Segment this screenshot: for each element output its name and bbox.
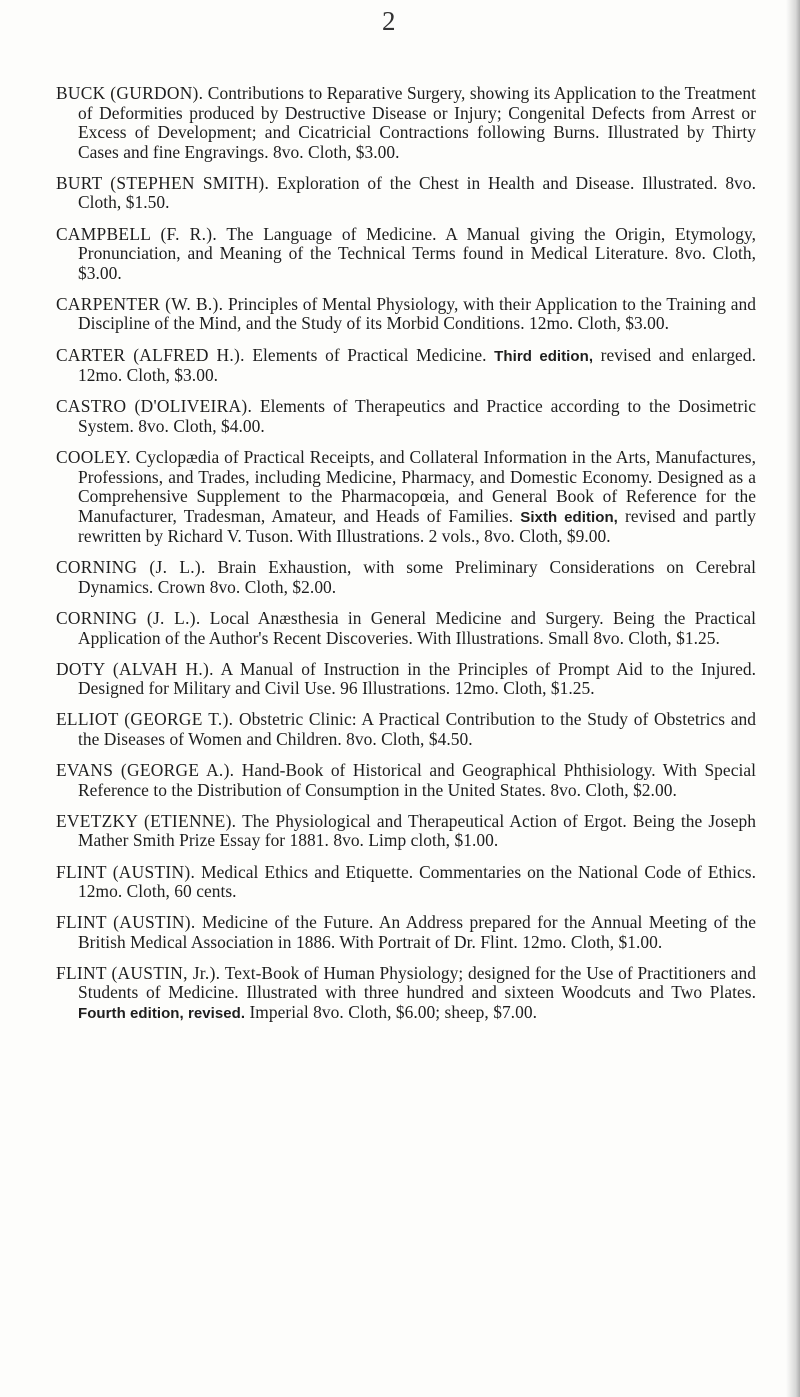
page-edge-shadow [786,0,800,1397]
catalog-entry [56,761,756,800]
entry-description: Medicine of the Future. An Address prepared for the Annual Meeting of the British Medical Association in 1886. With Portrait of Dr. Flint. 12mo. Cloth, $1.00. [78,912,756,952]
entry-description: Cyclopædia of Practical Receipts, and Collateral Information in the Arts, Manufactures, Professions, and Trades, including Medicine, Pharmacy, and Domestic Economy. Designed as a Comprehensive Supplement to the Pharmacopœia, and General Book of Reference for the Manufacturer, Tradesman, Amateur, and Heads of Families. [78,446,756,526]
entry-edition: Fourth edition, revised. [78,1005,246,1023]
entry-description: Brain Exhaustion, with some Preliminary Considerations on Cerebral Dynamics. Crown 8vo. Cloth, $2.00. [78,557,756,597]
entry-author: ELLIOT (GEORGE T.). [56,709,234,730]
entry-author: CORNING (J. L.). [56,557,206,578]
entry-description: Local Anæsthesia in General Medicine and Surgery. Being the Practical Application of the Author's Recent Discoveries. With Illustrations. Small 8vo. Cloth, $1.25. [78,608,756,648]
catalog-entry [56,863,756,902]
entry-author: CASTRO (D'OLIVEIRA). [56,396,253,417]
entry-author: BURT (STEPHEN SMITH). [56,172,270,193]
entry-author: DOTY (ALVAH H.). [56,658,214,679]
entry-description-tail: revised and enlarged. 12mo. Cloth, $3.00. [78,344,756,386]
entry-description-tail: revised and partly rewritten by Richard V. Tuson. With Illustrations. 2 vols., 8vo. Cloth, $9.00. [78,505,757,547]
entry-edition: Sixth edition, [520,508,618,526]
entry-author: CORNING (J. L.). [56,608,201,629]
entry-description: Medical Ethics and Etiquette. Commentaries on the National Code of Ethics. 12mo. Cloth, 60 cents. [78,861,756,902]
entry-description-tail: Imperial 8vo. Cloth, $6.00; sheep, $7.00. [245,1002,537,1023]
entry-author: FLINT (AUSTIN). [56,912,196,933]
catalog-entry [56,174,756,213]
entry-description: Principles of Mental Physiology, with their Application to the Training and Discipline of the Mind, and the Study of its Morbid Conditions. 12mo. Cloth, $3.00. [78,293,757,334]
catalog-entry [56,660,756,699]
entry-description: The Physiological and Therapeutical Action of Ergot. Being the Joseph Mather Smith Prize Essay for 1881. 8vo. Limp cloth, $1.00. [78,810,756,851]
entry-author: FLINT (AUSTIN, Jr.). [56,962,221,983]
book-catalog-list [56,84,756,1035]
page-number: 2 [382,6,396,36]
catalog-entry [56,295,756,334]
catalog-entry [56,225,756,284]
entry-description: Exploration of the Chest in Health and Disease. Illustrated. 8vo. Cloth, $1.50. [78,172,756,213]
catalog-entry [56,964,756,1024]
entry-description: Obstetric Clinic: A Practical Contribution to the Study of Obstetrics and the Diseases of Women and Children. 8vo. Cloth, $4.50. [78,709,756,750]
entry-description: The Language of Medicine. A Manual giving the Origin, Etymology, Pronunciation, and Meaning of the Technical Terms found in Medical Literature. 8vo. Cloth, $3.00. [78,223,756,283]
catalog-entry [56,84,756,162]
catalog-entry [56,558,756,597]
entry-edition: Third edition, [494,347,594,365]
catalog-entry [56,448,756,547]
entry-description: Hand-Book of Historical and Geographical Phthisiology. With Special Reference to the Distribution of Consumption in the United States. 8vo. Cloth, $2.00. [78,760,756,800]
entry-author: CARPENTER (W. B.). [56,293,224,314]
catalog-entry [56,710,756,749]
entry-description: Contributions to Reparative Surgery, showing its Application to the Treatment of Deformities produced by Destructive Disease or Injury; Congenital Defects from Arrest or Excess of Development; and Cicatricial Contractions following Burns. Illustrated by Thirty Cases and fine Engravings. 8vo. Cloth, $3.00. [78,83,756,162]
entry-author: EVETZKY (ETIENNE). [56,810,237,831]
entry-author: COOLEY. [56,446,131,467]
entry-description: Elements of Therapeutics and Practice according to the Dosimetric System. 8vo. Cloth, $4.00. [78,396,757,436]
entry-description: Elements of Practical Medicine. [244,344,495,365]
catalog-entry [56,812,756,851]
catalog-entry [56,609,756,648]
catalog-entry [56,913,756,952]
catalog-entry [56,397,756,436]
entry-author: BUCK (GURDON). [56,83,204,103]
entry-author: EVANS (GEORGE A.). [56,760,235,781]
entry-description: A Manual of Instruction in the Principles of Prompt Aid to the Injured. Designed for Military and Civil Use. 96 Illustrations. 12mo. Cloth, $1.25. [78,658,756,699]
entry-author: CAMPBELL (F. R.). [56,223,217,244]
entry-author: FLINT (AUSTIN). [56,861,196,882]
entry-author: CARTER (ALFRED H.). [56,344,245,365]
entry-description: Text-Book of Human Physiology; designed for the Use of Practitioners and Students of Medicine. Illustrated with three hundred and sixteen Woodcuts and Two Plates. [78,962,756,1003]
catalog-entry [56,346,756,386]
